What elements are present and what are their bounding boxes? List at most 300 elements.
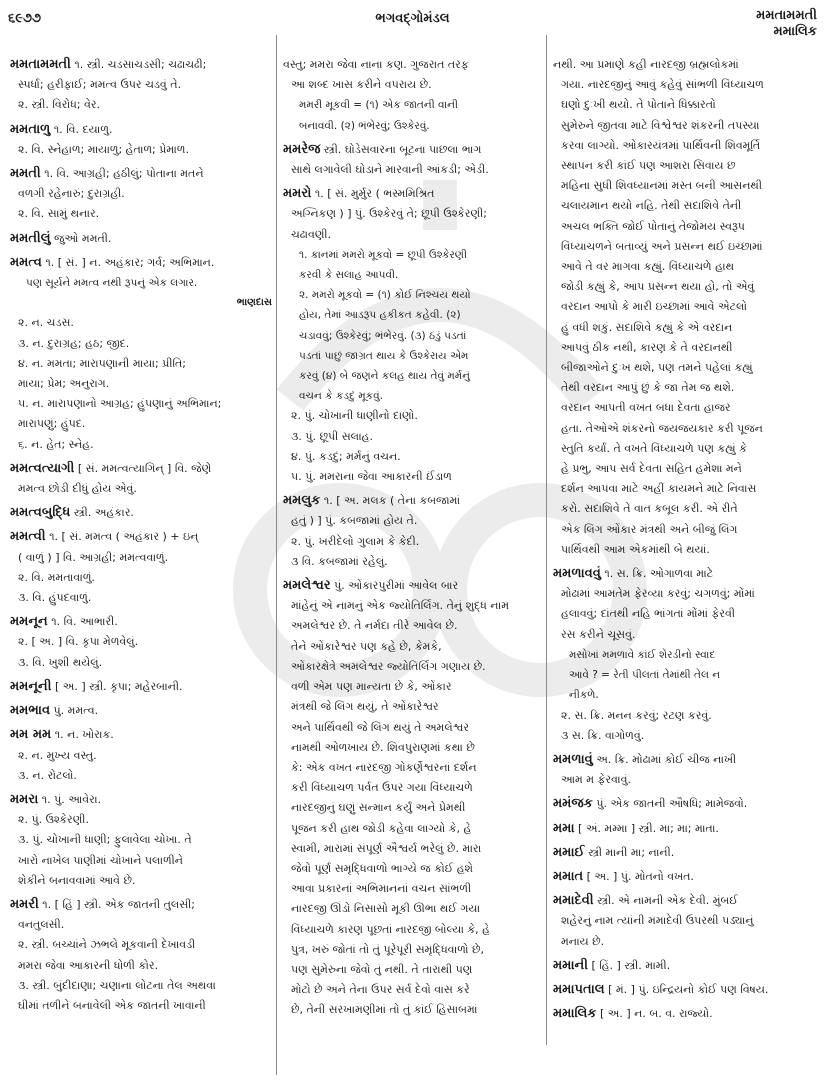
dictionary-entry: [10, 612, 272, 673]
definition-line: [553, 75, 818, 95]
headword: મમાપતાલ: [553, 981, 605, 997]
idiom-line: ૨. મમરો મૂકવો = (૧) કોઈ નિશ્ચય થયો: [299, 289, 471, 302]
guide-word-last: મમાલિક: [773, 24, 817, 39]
headword: મમરેજ: [283, 141, 321, 157]
headword: મમરી: [10, 896, 39, 912]
definition-text: અચલ ભક્તિ જોઈ પોતાનું તેજોમય સ્વરૂપ: [561, 219, 745, 233]
definition-line: [10, 184, 272, 204]
column-right: [553, 55, 818, 1080]
definition-text: ગયા. નારદજીનું આવું કહેવું સાંભળી વિંધ્યાચળ: [561, 78, 764, 92]
definition-line: [283, 738, 541, 758]
definition-text: ૧. સ્ત્રી. ચડસાચડસી; ચઢાચઢી;: [74, 58, 207, 71]
definition-line: [10, 915, 272, 935]
definition-line: [283, 960, 541, 980]
definition-text: આપવું ઠીક નથી, કારણ કે તે વરદાનથી: [561, 340, 733, 354]
dictionary-entry: [10, 55, 272, 116]
headword: મમતાળુ: [10, 121, 51, 137]
definition-line: [283, 697, 541, 717]
headword: મમા: [553, 820, 575, 836]
definition-line: [553, 479, 818, 499]
dictionary-entry: [10, 895, 272, 1016]
definition-line: [10, 677, 272, 697]
definition-line: [10, 871, 272, 891]
definition-text: મનાય છે.: [561, 934, 605, 948]
headword: મમનૂની: [10, 678, 52, 694]
definition-line: [283, 616, 541, 636]
definition-text: ૨. [ અ. ] વિ. કૃપા મેળવેલું.: [18, 635, 139, 649]
dictionary-entry: [10, 701, 272, 721]
definition-text: [ અ. ] પું. મોતનો વખત.: [586, 869, 694, 883]
definition-line: [553, 116, 818, 136]
definition-line: [553, 318, 818, 338]
definition-line: [10, 810, 272, 830]
definition-text: પૂજન કરી હાથ જોડી કહેવા લાગ્યો કે, હે: [291, 821, 472, 835]
sense-line: ૩ સ. ક્રિ. વાગોળવું.: [561, 728, 645, 742]
dictionary-entry: [10, 229, 272, 249]
definition-text: ૧. વિ. દયાળુ.: [53, 122, 113, 136]
dictionary-entry: [10, 120, 272, 160]
guide-words: [756, 8, 817, 40]
dictionary-entry: [10, 527, 272, 608]
definition-text: અને પાર્થિવથી જે લિંગ થયું તે અમલેશ્વર: [291, 720, 470, 734]
definition-line: [553, 176, 818, 196]
definition-text: પું. એક જાતની ઔષધિ; મામેજવો.: [596, 797, 748, 811]
idiom-line: બનાવવી. (૨) ભંભેરવું; ઉશ્કેરવું.: [299, 119, 430, 132]
definition-line: [283, 657, 541, 677]
definition-text: તેથી વરદાન આપું છું કે જા તેમ જ થશે.: [561, 381, 735, 395]
definition-text: નામથી ઓળખાય છે. શિવપુરાણમાં કથા છે: [291, 740, 475, 754]
definition-text: ૧. [ સં. મુર્મુર ( ભસ્મમિશ્રિત: [314, 187, 435, 201]
idiom-line: મમરી મૂકવી = (૧) એક જાતની વાની: [299, 99, 458, 112]
dictionary-entry: [10, 503, 272, 523]
definition-text: હું વધી શકું. સદાશિવે કહ્યું કે એ વરદાન: [561, 320, 733, 334]
definition-text: વળગી રહેનારું; દુરાગ્રહી.: [18, 187, 125, 201]
definition-line: [283, 778, 541, 798]
definition-text: ૨. ન. મુખ્ય વસ્તુ.: [18, 748, 97, 762]
dictionary-columns: [0, 55, 825, 1080]
headword: મમલેશ્વર: [283, 578, 331, 594]
definition-line: [553, 1004, 818, 1024]
headword: મમળાવું: [553, 751, 593, 767]
definition-text: સ્થાપન કરી કાંઈ પણ આશરા સિવાય છ: [561, 159, 736, 173]
definition-line: [553, 55, 818, 75]
definition-text: સ્ત્રી માની મા; નાની.: [588, 845, 675, 859]
definition-line: [553, 770, 818, 790]
definition-line: [10, 140, 272, 160]
definition-text: તેને ઓંકારેશ્વર પણ કહે છે, કેમકે,: [291, 639, 442, 653]
dictionary-entry: [10, 459, 272, 499]
definition-text: [ અ. ] સ્ત્રી. કૃપા; મહેરબાની.: [54, 679, 183, 693]
definition-line: [553, 843, 818, 863]
definition-line: [283, 204, 541, 224]
definition-text: હતા. તેઓએ શંકરનો જયજયકાર કરી પૂજન: [561, 421, 763, 435]
definition-line: [553, 378, 818, 398]
definition-text: વરદાન આપો કે મારી ઇચ્છામાં આવે એટલો: [561, 300, 748, 314]
definition-line: [553, 136, 818, 156]
definition-line: [553, 499, 818, 519]
definition-text: સુમેરુને જીતવા માટે વિશ્વેશ્વર શંકરની તપસ્યા: [561, 118, 760, 132]
definition-text: માંહેનું એ નામનું એક જ્યોતિર્લિંગ. તેનું શુદ્ધ નામ: [291, 599, 509, 613]
definition-text: વનતુલસી.: [18, 918, 65, 932]
dictionary-entry: [283, 55, 541, 136]
definition-text: કરો. સદાશિવે તે વાત કબૂલ કરી. એ રીતે: [561, 502, 738, 516]
definition-text: અગ્નિકણ ) ] પું. ઉશ્કેરવું તે; છૂપી ઉશ્કેરણી;: [291, 207, 487, 221]
definition-line: [553, 956, 818, 976]
headword: મમળાવવું: [553, 566, 601, 582]
definition-text: છે, તેની સરખામણીમાં તો તું કાંઈ હિસાબમાં: [291, 1003, 478, 1017]
dictionary-entry: [553, 1004, 818, 1024]
definition-line: [10, 164, 272, 184]
definition-line: [10, 935, 272, 955]
definition-text: નથી. આ પ્રમાણે કહી નારદજી બ્રહ્મલોકમાં: [553, 58, 739, 71]
definition-line: [283, 637, 541, 657]
definition-line: [10, 653, 272, 673]
definition-text: ૨. વિ. મમતાવાળું.: [18, 570, 95, 584]
definition-line: [283, 1000, 541, 1020]
definition-line: [553, 932, 818, 952]
definition-line: [553, 338, 818, 358]
definition-line: [553, 794, 818, 814]
definition-text: સ્ત્રી. એ નામની એક દેવી. મુંબઈ: [597, 894, 738, 908]
definition-line: [283, 596, 541, 616]
definition-line: [553, 980, 818, 1000]
dictionary-entry: [283, 140, 541, 180]
column-middle: [283, 55, 541, 1080]
definition-text: ૩. ન. રોટલો.: [18, 768, 77, 782]
definition-text: બીજાઓને દુઃખ થશે, પણ તમને પહેલાં કહ્યું: [561, 361, 753, 375]
definition-line: [10, 830, 272, 850]
definition-line: [283, 920, 541, 940]
sense-line: ૬. ન. હેત; સ્નેહ.: [18, 437, 94, 451]
sense-line: ૨. ન. ચડસ.: [18, 316, 74, 330]
definition-line: [553, 520, 818, 540]
headword: મમ મમ: [10, 727, 52, 743]
definition-line: [10, 725, 272, 745]
definition-text: મોઢામાં આમતેમ ફેરવ્યા કરવું; ચગળવું; મોંમાં: [561, 587, 755, 601]
definition-text: મમત્વ છોડી દીધું હોય એવું.: [18, 482, 137, 496]
definition-line: [10, 527, 272, 547]
definition-line: [553, 439, 818, 459]
dictionary-entry: [553, 794, 818, 814]
column-left: [10, 55, 272, 1080]
definition-line: [283, 819, 541, 839]
definition-text: શેકીને બનાવવામાં આવે છે.: [18, 873, 136, 887]
definition-text: સ્ત્રી. ઘોડેસવારના બૂટના પાછલા ભાગ: [323, 142, 482, 156]
definition-text: દર્શન આપવા માટે અહીં કાયમને માટે નિવાસ: [561, 482, 757, 496]
sense-line: ૨. પું. ચોખાની ધાણીનો દાણો.: [291, 409, 418, 423]
definition-text: વરદાન આપતી વખત બધા દેવતા હાજર: [561, 401, 731, 415]
definition-line: [10, 95, 272, 115]
definition-text: ચલાયમાન થયો નહિ. તેથી સદાશિવે તેની: [561, 199, 742, 213]
definition-text: ૨. વિ. સામું થનાર.: [18, 207, 100, 221]
definition-text: [ હિં. ] સ્ત્રી. મામી.: [591, 958, 671, 972]
dictionary-entry: [10, 253, 272, 455]
definition-text: ૧. વિ. આભારી.: [51, 615, 118, 629]
definition-line: [10, 956, 272, 976]
definition-line: [10, 55, 272, 75]
definition-line: [553, 625, 818, 645]
definition-line: [553, 297, 818, 317]
definition-text: સ્તુતિ કર્યાં. તે વખતે વિંધ્યાચળે પણ કહ્યું કે: [561, 441, 747, 455]
definition-text: ૧. [ સં. મમત્વ ( અહંકાર ) + ઇન્: [49, 530, 199, 544]
definition-text: અમલેશ્વર છે. તે નર્મદા તીરે આવેલ છે.: [291, 619, 458, 633]
definition-text: આમ મ ફેરવાવું.: [561, 773, 631, 787]
definition-line: [553, 257, 818, 277]
dictionary-entry: [283, 491, 541, 572]
definition-line: [283, 899, 541, 919]
definition-text: એક લિંગ ઓંકાર મંત્રથી અને બીજું લિંગ: [561, 522, 738, 536]
definition-line: [553, 750, 818, 770]
definition-text: હે પ્રભુ, આપ સર્વ દેવતા સહિત હમેશા મને: [561, 462, 742, 476]
headword: મમતી: [10, 166, 41, 182]
definition-line: [553, 95, 818, 115]
definition-line: [553, 819, 818, 839]
definition-line: [283, 940, 541, 960]
sense-line: ૩. ન. દુરાગ્રહ; હઠ; જીદ.: [18, 336, 130, 350]
headword: મમરો: [283, 186, 312, 202]
dictionary-entry: [553, 750, 818, 790]
definition-line: [553, 911, 818, 931]
definition-line: [553, 604, 818, 624]
definition-text: પણ સુમેરુના જેવો તું નથી. તે તારાથી પણ: [291, 962, 473, 976]
definition-text: ૧. [ હિં ] સ્ત્રી. એક જાતની તુલસી;: [42, 897, 195, 911]
definition-line: [553, 237, 818, 257]
definition-line: [10, 996, 272, 1016]
definition-line: [10, 548, 272, 568]
sense-line: મારાપણું; હુંપદ.: [18, 417, 86, 431]
sense-line: માયા; પ્રેમ; અનુરાગ.: [18, 377, 110, 391]
definition-text: અ. ક્રિ. મોઢામાં કોઈ ચીજ નાખી: [596, 752, 737, 766]
definition-line: [283, 879, 541, 899]
definition-line: [10, 568, 272, 588]
idiom-line: મસોખાં મમળાવે કાંઈ શેરડીનો સ્વાદ: [569, 648, 716, 661]
definition-line: [10, 701, 272, 721]
definition-text: જોડી કહ્યું કે, આપ પ્રસન્ન થયા હો, તો એવું: [561, 280, 755, 294]
definition-text: ૧. [ સં. ] ન. અહંકાર; ગર્વ; અભિમાન.: [45, 255, 215, 269]
definition-text: જુઓ મમતી.: [54, 231, 112, 245]
headword: મમાઈ: [553, 844, 585, 860]
definition-line: [10, 746, 272, 766]
definition-text: ૨. સ્ત્રી. વિરોધ; વેર.: [18, 98, 101, 112]
definition-text: ૨. વિ. સ્નેહાળ; માયાળુ; હેતાળ; પ્રેમાળ.: [18, 142, 189, 156]
definition-text: [ મં. ] પું. ઇન્દ્રિયનો કોઈ પણ વિષય.: [608, 982, 769, 996]
definition-text: ૩. પું. ચોખાની ધાણી; ફુલાવેલા ચોખા. તે: [18, 833, 192, 847]
definition-text: વસ્તુ; મમરા જેવા નાના કણ. ગુજરાત તરફ: [283, 58, 469, 71]
definition-line: [10, 459, 272, 479]
definition-text: [ સં. મમત્વત્યાગિન્ ] વિ. જેણે: [77, 461, 212, 475]
headword: મમરા: [10, 791, 39, 807]
headword: મમત્વબુદ્ધિ: [10, 505, 71, 521]
sense-line: ૩. પું. છૂપી સલાહ.: [291, 429, 373, 443]
definition-text: ચઢાવણી.: [291, 227, 332, 241]
definition-text: પાર્થિવથી આમ એકમાંથી બે થયાં.: [561, 542, 710, 556]
definition-line: [283, 758, 541, 778]
definition-line: [553, 358, 818, 378]
definition-line: [10, 75, 272, 95]
definition-line: [10, 612, 272, 632]
headword: મમત્વ: [10, 254, 42, 270]
definition-text: મંત્રથી જે લિંગ થયું, તે ઓંકારેશ્વર: [291, 700, 439, 714]
definition-text: ઘણો દુઃખી થયો. તે પોતાને ધિક્કારતો: [561, 98, 716, 112]
dictionary-entry: [553, 956, 818, 976]
dictionary-entry: [553, 819, 818, 839]
definition-text: મહિના સુધી શિવધ્યાનમાં મસ્ત બની આસનથી: [561, 179, 762, 193]
definition-line: [553, 196, 818, 216]
definition-text: ૩ વિ. કબજામાં રહેલું.: [291, 554, 388, 568]
sense-line: ૫. પું. મમરાના જેવા આકારની ઈંડાળ: [291, 470, 452, 484]
definition-text: ૩. વિ. હુંપદવાળું.: [18, 591, 92, 605]
dictionary-entry: [553, 55, 818, 560]
definition-line: [283, 839, 541, 859]
dictionary-entry: [283, 576, 541, 1020]
idiom-line: પડતાં પાછું જાગ્રત થાય કે ઉશ્કેરાય એમ: [299, 349, 469, 362]
headword: મમત્વત્યાગી: [10, 460, 75, 476]
definition-text: કરી વિંધ્યાચળ પર્વત ઉપર ગયા વિંધ્યાચળે: [291, 781, 473, 795]
dictionary-entry: [553, 564, 818, 746]
definition-line: [553, 867, 818, 887]
definition-text: આવા પ્રકારનાં અભિમાનનાં વચન સાંભળી: [291, 882, 472, 896]
definition-line: [10, 766, 272, 786]
definition-line: [10, 895, 272, 915]
dictionary-entry: [10, 164, 272, 225]
definition-text: મમરા જેવા આકારની ધોળી કોર.: [18, 958, 159, 972]
definition-text: કરવા લાગ્યો. ઓંકારયંત્રમાં પાર્થિવની શિવમૂર્તિ: [561, 138, 761, 152]
definition-line: [10, 120, 272, 140]
definition-text: વિંધ્યાચળે કારણ પૂછતાં નારદજી બોલ્યા કે, હે: [291, 922, 490, 936]
definition-line: [283, 225, 541, 245]
headword: મમાલિક: [553, 1006, 597, 1022]
definition-text: સ્ત્રી. અહંકાર.: [73, 506, 134, 520]
definition-text: પુત્ર, ખરું જોતાં તો તું પૂરેપૂરી સમૃદ્ધિવાળો છે,: [291, 942, 485, 956]
definition-line: [553, 891, 818, 911]
definition-line: [283, 677, 541, 697]
dictionary-entry: [553, 867, 818, 887]
dictionary-entry: [10, 677, 272, 697]
definition-line: [553, 584, 818, 604]
definition-line: [10, 851, 272, 871]
definition-text: ૨. સ્ત્રી. બચ્ચાંને ઝભલે મૂકવાની દેખાવડી: [18, 938, 196, 952]
definition-text: મોટો છે અને તેના ઉપર સર્વ દેવો વાસ કરે: [291, 983, 470, 997]
sense-line: ૫. ન. મારાપણાનો આગ્રહ; હુંપણાનું અભિમાન;: [18, 397, 222, 411]
definition-text: સાથે લગાવેલી ઘોડાને મારવાની આંકડી; એડી.: [291, 163, 489, 177]
definition-text: [ અં. મમ્મા ] સ્ત્રી. મા; મા; માતા.: [578, 821, 719, 835]
definition-line: [553, 398, 818, 418]
idiom-line: વચન કે કડદું મૂકવું.: [299, 390, 383, 403]
definition-text: ૧. પું. આવેરા.: [41, 792, 102, 806]
definition-line: [283, 552, 541, 572]
definition-line: [553, 540, 818, 560]
definition-text: ૩. સ્ત્રી. બુંદીદાણા; ચણાના લોટના તેલ અથવા: [18, 978, 216, 992]
idiom-line: કરવું (૪) બે જણને કલહ થાય તેવું મર્મનું: [299, 370, 470, 383]
definition-text: નારદજીનું ઘણું સન્માન કર્યું અને પ્રેમથી: [291, 801, 466, 815]
definition-text: ઘીમાં તળીને બનાવેલી એક જાતની ખાવાની: [18, 998, 206, 1012]
definition-text: વળી એમ પણ માન્યતા છે કે, ઓંકાર: [291, 680, 452, 694]
sense-line: ૪. ન. મમતા; મારાપણાની માયા; પ્રીતિ;: [18, 356, 186, 370]
usage-quote: પણ સૂર્યને મમત્વ નથી રૂપનું એક લગાર.: [26, 277, 198, 290]
definition-text: આ શબ્દ ખાસ કરીને વપરાય છે.: [291, 78, 432, 92]
guide-word-first: મમતામમતી: [756, 8, 817, 23]
definition-text: [ અ. ] ન. બ. વ. રાજ્યો.: [600, 1007, 713, 1021]
idiom-line: નીકળે.: [569, 689, 599, 702]
definition-text: વિંધ્યાચળને બતાવ્યું અને પ્રસન્ન થઈ ઇચ્છામાં: [561, 239, 763, 253]
definition-line: [10, 229, 272, 249]
definition-line: [283, 798, 541, 818]
headword: મમતીલું: [10, 230, 51, 246]
definition-line: [283, 980, 541, 1000]
dictionary-entry: [283, 184, 541, 487]
definition-line: [10, 503, 272, 523]
book-title: ભગવદ્ગોમંડલ: [375, 11, 450, 26]
definition-line: [553, 277, 818, 297]
idiom-line: ૧. કાનમાં મમરો મૂકવો = છૂપી ઉશ્કેરણી: [299, 248, 467, 261]
definition-text: પું. ઓંકારપુરીમાં આવેલ બાર: [334, 579, 459, 593]
definition-line: [10, 790, 272, 810]
headword: મમલુક: [283, 493, 321, 509]
definition-line: [283, 859, 541, 879]
definition-line: [10, 976, 272, 996]
definition-line: [283, 75, 541, 95]
headword: મમાત: [553, 868, 584, 884]
definition-line: [553, 217, 818, 237]
definition-text: ૧. સ. ક્રિ. ઓગાળવા માટે: [604, 567, 714, 581]
definition-text: હતું ) ] પું. કબજામાં હોય તે.: [291, 514, 418, 528]
idiom-line: આવે ? = રેતી પીલતાં તેમાંથી તેલ ન: [569, 669, 721, 682]
definition-text: શહેરનું નામ ત્યાંની મમાદેવી ઉપરથી પડ્યાનું: [561, 914, 754, 928]
definition-line: [283, 55, 541, 75]
definition-line: [283, 576, 541, 596]
definition-text: હલાવવું; દાંતથી નહિ ભાંગતાં મોંમાં ફેરવી: [561, 607, 735, 621]
definition-line: [283, 184, 541, 204]
definition-text: ૧. ન. ખોરાક.: [54, 728, 114, 742]
definition-text: રસ કરીને ચૂસવું.: [561, 627, 636, 641]
dictionary-entry: [553, 980, 818, 1000]
idiom-line: હોય, તેમાં આડરૂપ હકીકત કહેવી. (૨): [299, 309, 461, 322]
dictionary-entry: [10, 790, 272, 891]
definition-text: નારદજી ઊંડો નિસાસો મૂકી ઊભા થઈ ગયા: [291, 902, 481, 916]
definition-text: ખારો નાખેલ પાણીમાં ચોખાને પલાળીને: [18, 853, 183, 867]
definition-text: પું. મમત્વ.: [53, 704, 99, 718]
definition-line: [283, 718, 541, 738]
headword: મમભાવ: [10, 703, 51, 719]
definition-text: જેવો પૂર્ણ સમૃદ્ધિવાળો ભાગ્યે જ કોઈ હશે: [291, 861, 473, 875]
idiom-line: ચડાવવું; ઉશ્કેરવું; ભંભેરવું. (૩) ઠંડું પડતાં: [299, 329, 467, 342]
definition-line: [283, 160, 541, 180]
definition-line: [553, 564, 818, 584]
definition-text: સ્વામી, મારામાં સંપૂર્ણ ઐશ્વર્ય ભરેલું છે. મારા: [291, 841, 482, 855]
definition-line: [283, 511, 541, 531]
definition-line: [10, 204, 272, 224]
definition-text: આવે તે વર માગવા કહ્યું. વિંધ્યાચળે હાથ: [561, 260, 735, 274]
headword: મમનૂન: [10, 614, 48, 630]
definition-text: કે: એક વખત નારદજી ગોકર્ણેશ્વરનાં દર્શન: [291, 760, 477, 774]
definition-line: [553, 156, 818, 176]
definition-line: [10, 253, 272, 273]
definition-line: [10, 632, 272, 652]
quote-citation: ભાણદાસ: [236, 297, 272, 309]
headword: મમંજક: [553, 796, 593, 812]
definition-line: [10, 479, 272, 499]
headword: મમત્વી: [10, 529, 46, 545]
page-header: [0, 0, 825, 48]
sense-line: ૪. પું. કડદું; મર્મનું વચન.: [291, 449, 401, 463]
definition-text: ૧. વિ. આગ્રહી; હઠીલું; પોતાના મતને: [44, 167, 204, 181]
definition-text: ૩. વિ. ખુશી થયેલું.: [18, 655, 103, 669]
definition-text: ( વાળું ) ] વિ. આગ્રહી; મમત્વવાળું.: [18, 550, 169, 564]
definition-text: ૨. પું. ઉશ્કેરણી.: [18, 813, 89, 827]
definition-line: [283, 140, 541, 160]
dictionary-entry: [553, 891, 818, 952]
definition-text: સ્પર્ધા; હરીફાઈ; મમત્વ ઉપર ચડવું તે.: [18, 78, 182, 92]
